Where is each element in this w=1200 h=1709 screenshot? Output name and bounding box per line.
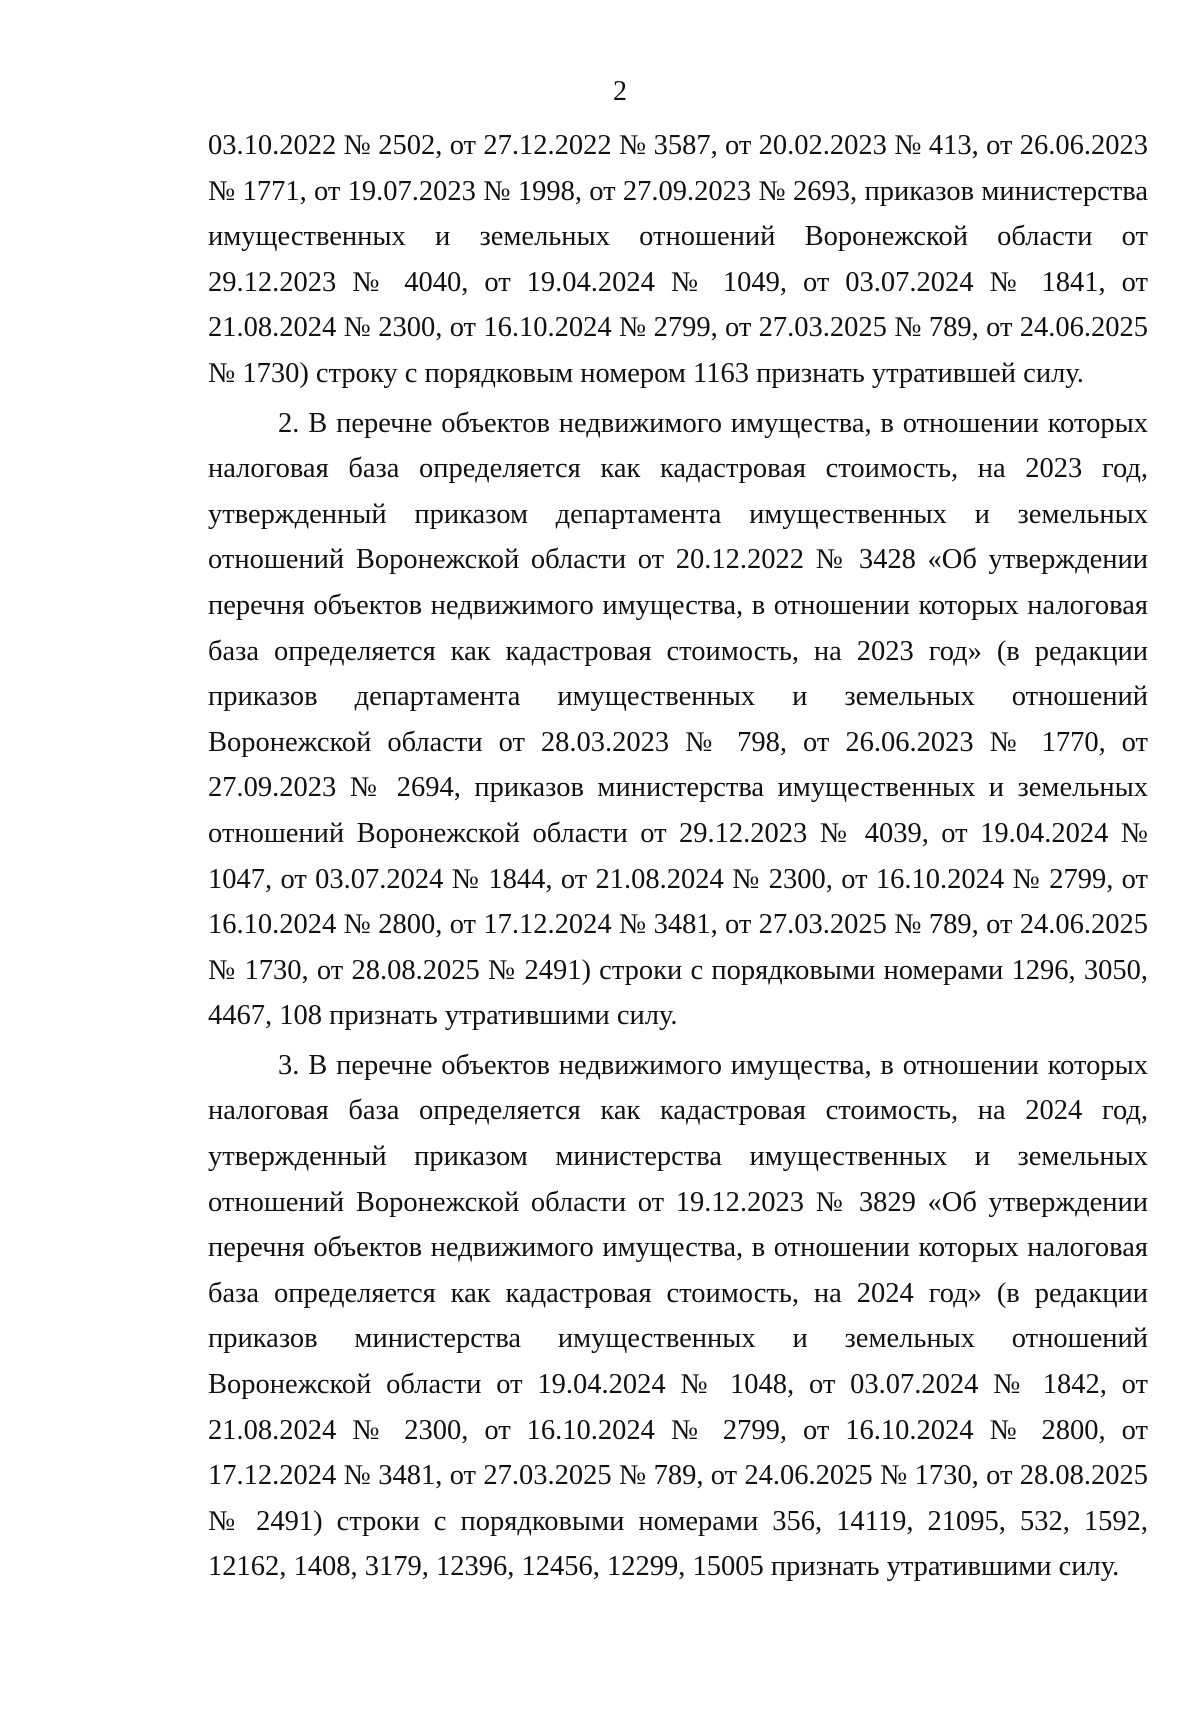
document-body <box>208 123 1148 1590</box>
paragraph-item-3: 3. В перечне объектов недвижимого имущества, в отношении которых налоговая база определяется как кадастровая стоимость, на 2024 год, утвержденный приказом министерства имущественных и земельных отношений Воронежской области от 19.12.2023 № 3829 «Об утверждении перечня объектов недвижимого имущества, в отношении которых налоговая база определяется как кадастровая стоимость, на 2024 год» (в редакции приказов министерства имущественных и земельных отношений Воронежской области от 19.04.2024 № 1048, от 03.07.2024 № 1842, от 21.08.2024 № 2300, от 16.10.2024 № 2799, от 16.10.2024 № 2800, от 17.12.2024 № 3481, от 27.03.2025 № 789, от 24.06.2025 № 1730, от 28.08.2025 № 2491) строки с порядковыми номерами 356, 14119, 21095, 532, 1592, 12162, 1408, 3179, 12396, 12456, 12299, 15005 признать утратившими силу. <box>208 1049 1148 1583</box>
paragraph-item-2: 2. В перечне объектов недвижимого имущества, в отношении которых налоговая база определяется как кадастровая стоимость, на 2023 год, утвержденный приказом департамента имущественных и земельных отношений Воронежской области от 20.12.2022 № 3428 «Об утверждении перечня объектов недвижимого имущества, в отношении которых налоговая база определяется как кадастровая стоимость, на 2023 год» (в редакции приказов департамента имущественных и земельных отношений Воронежской области от 28.03.2023 № 798, от 26.06.2023 № 1770, от 27.09.2023 № 2694, приказов министерства имущественных и земельных отношений Воронежской области от 29.12.2023 № 4039, от 19.04.2024 № 1047, от 03.07.2024 № 1844, от 21.08.2024 № 2300, от 16.10.2024 № 2799, от 16.10.2024 № 2800, от 17.12.2024 № 3481, от 27.03.2025 № 789, от 24.06.2025 № 1730, от 28.08.2025 № 2491) строки с порядковыми номерами 1296, 3050, 4467, 108 признать утратившими силу. <box>208 407 1148 1032</box>
page-number: 2 <box>613 76 627 107</box>
paragraph-continuation: 03.10.2022 № 2502, от 27.12.2022 № 3587, от 20.02.2023 № 413, от 26.06.2023 № 1771, от 19.07.2023 № 1998, от 27.09.2023 № 2693, приказов министерства имущественных и земельных отношений Воронежской области от 29.12.2023 № 4040, от 19.04.2024 № 1049, от 03.07.2024 № 1841, от 21.08.2024 № 2300, от 16.10.2024 № 2799, от 27.03.2025 № 789, от 24.06.2025 № 1730) строку с порядковым номером 1163 признать утратившей силу. <box>208 130 1148 389</box>
